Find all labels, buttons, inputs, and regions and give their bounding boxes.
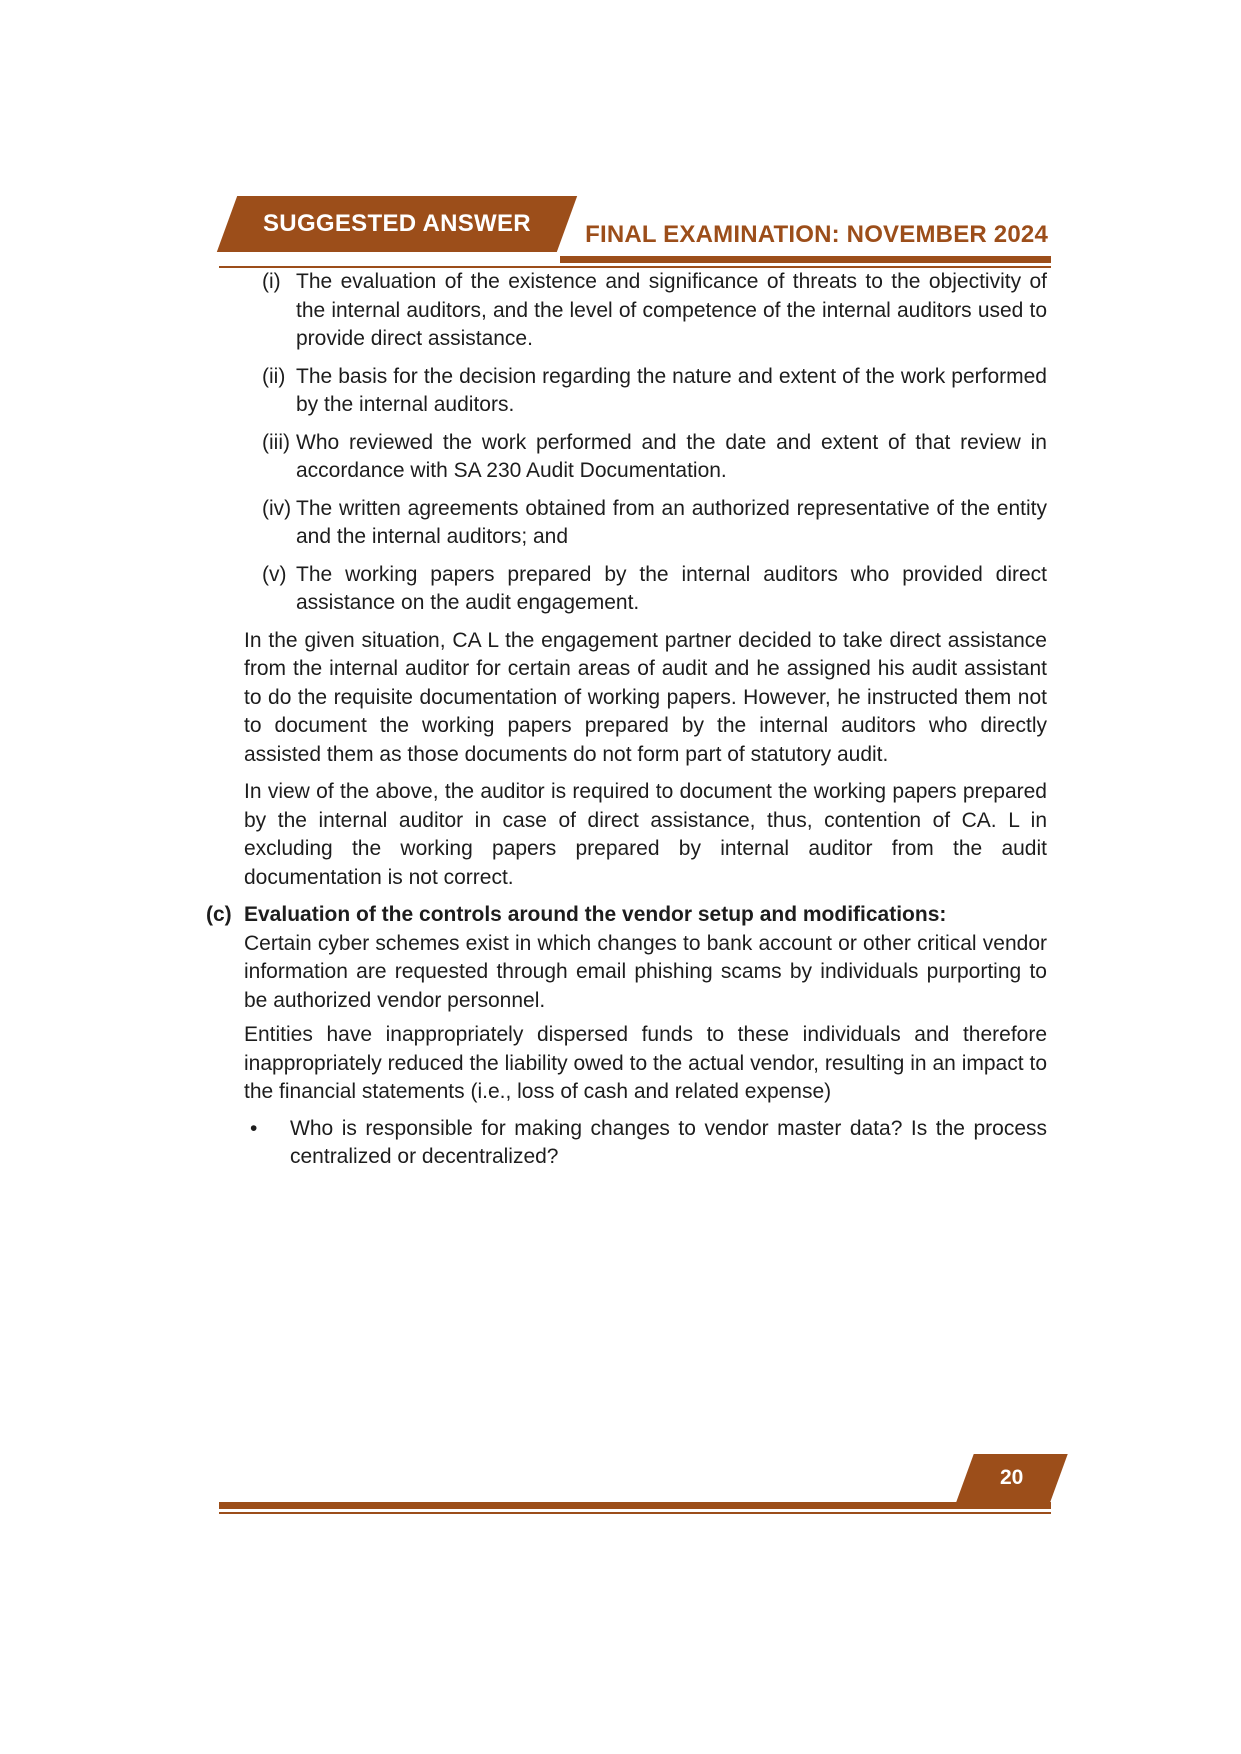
section-c-body	[244, 901, 1047, 1172]
list-item	[262, 561, 1047, 618]
list-item-text: The evaluation of the existence and significance of threats to the objectivity of the internal auditors, and the level of competence of the internal auditors used to provide direct assistance.	[296, 270, 1047, 350]
bullet-text: Who is responsible for making changes to vendor master data? Is the process centralized or decentralized?	[290, 1116, 1047, 1168]
list-item-label: (i)	[262, 270, 281, 293]
footer-thick-rule	[219, 1502, 1051, 1509]
page-number-badge	[956, 1454, 1067, 1502]
list-item-label: (iv)	[262, 496, 292, 520]
answer-content	[206, 268, 1047, 1172]
list-item-label: (v)	[262, 562, 287, 586]
title-underline-rule	[560, 256, 1051, 263]
list-item	[262, 495, 1047, 552]
list-item-text: The basis for the decision regarding the nature and extent of the work performed by the internal auditors.	[296, 364, 1047, 416]
list-item-label: (ii)	[262, 364, 286, 388]
paragraph: Entities have inappropriately dispersed funds to these individuals and therefore inappropriately reduced the liability owed to the actual vendor, resulting in an impact to the financial statements (i.e., loss of cash and related expense)	[244, 1023, 1047, 1103]
list-item-text: The written agreements obtained from an authorized representative of the entity and the internal auditors; and	[296, 496, 1047, 548]
list-item	[262, 363, 1047, 420]
page-number: 20	[1000, 1466, 1024, 1489]
bullet-item	[250, 1115, 1047, 1172]
list-item-text: Who reviewed the work performed and the date and extent of that review in accordance with SA 230 Audit Documentation.	[296, 430, 1047, 482]
suggested-answer-banner	[217, 196, 577, 252]
section-c-heading: Evaluation of the controls around the vendor setup and modifications:	[244, 903, 947, 926]
paragraph: In the given situation, CA L the engagement partner decided to take direct assistance from the internal auditor for certain areas of audit and he assigned his audit assistant to do the requisite documentation of working papers. However, he instructed them not to document the working papers prepared by the internal auditors who directly assisted them as those documents do not form part of statutory audit.	[244, 628, 1047, 766]
bullet-marker: •	[250, 1116, 258, 1140]
list-item-label: (iii)	[262, 430, 290, 454]
footer-thin-rule	[219, 1512, 1051, 1514]
banner-label: SUGGESTED ANSWER	[263, 210, 531, 237]
list-item-text: The working papers prepared by the internal auditors who provided direct assistance on the audit engagement.	[296, 562, 1047, 614]
section-c	[206, 901, 1047, 1172]
paragraph: In view of the above, the auditor is required to document the working papers prepared by the internal auditor in case of direct assistance, thus, contention of CA. L in excluding the working papers prepared by internal auditor from the audit documentation is not correct.	[244, 780, 1047, 889]
paragraph: Certain cyber schemes exist in which changes to bank account or other critical vendor information are requested through email phishing scams by individuals purporting to be authorized vendor personnel.	[244, 931, 1047, 1012]
exam-title: FINAL EXAMINATION: NOVEMBER 2024	[585, 221, 1048, 248]
list-item	[262, 268, 1047, 354]
section-c-label: (c)	[206, 903, 232, 926]
list-item	[262, 429, 1047, 486]
